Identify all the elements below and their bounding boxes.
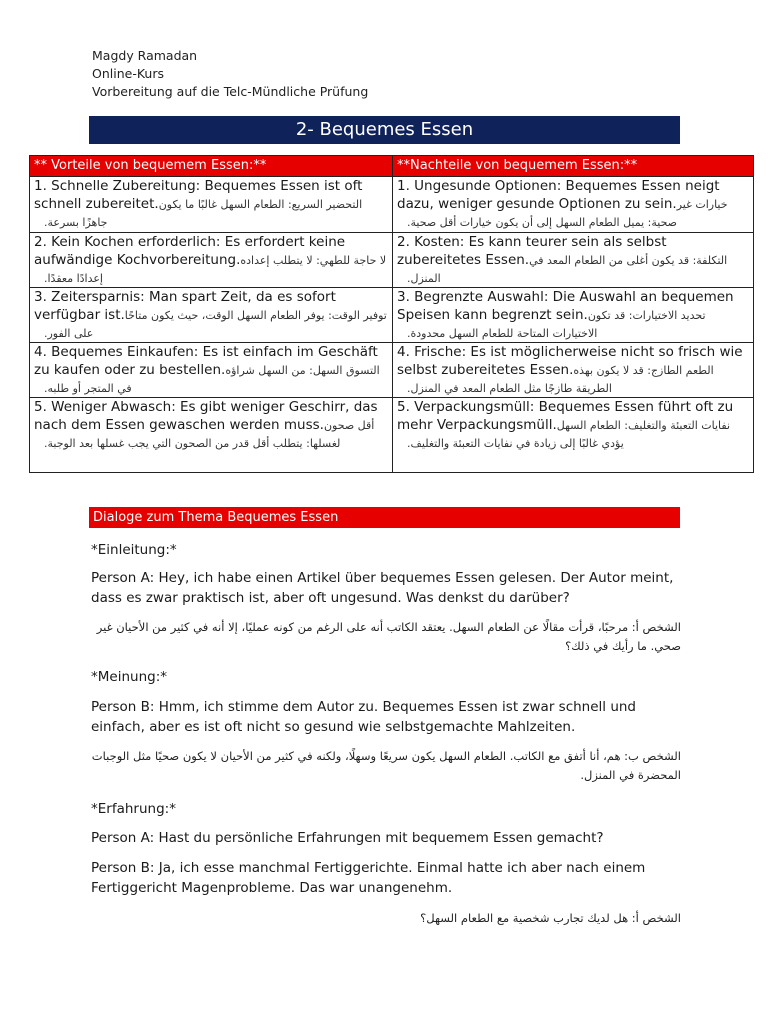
advantage-text: 2. Kein Kochen erforderlich: Es erfordert keine aufwändige Kochvorbereitung. xyxy=(34,234,346,268)
disadvantage-translation: خيارات غير صحية: يميل الطعام السهل إلى أن يكون خيارات أقل صحية. xyxy=(407,198,728,229)
dialog-heading: Dialoge zum Thema Bequemes Essen xyxy=(89,507,680,528)
disadvantage-translation: الطعم الطازج: قد لا يكون بهذه الطريقة طازجًا مثل الطعام المعد في المنزل. xyxy=(407,364,714,395)
document-header xyxy=(92,47,368,101)
table-row xyxy=(30,343,754,398)
disadvantage-text: 5. Verpackungsmüll: Bequemes Essen führt oft zu mehr Verpackungsmüll. xyxy=(397,399,734,433)
table-header-row xyxy=(30,156,754,177)
person-a-line-1-translation: الشخص أ: مرحبًا، قرأت مقالًا عن الطعام السهل. يعتقد الكاتب أنه على الرغم من كونه عمليًا، إلا أنه في كثير من الأحيان غير صحي. ما رأيك في ذلك؟ xyxy=(96,620,681,653)
person-a-line-1: Person A: Hey, ich habe einen Artikel über bequemes Essen gelesen. Der Autor meint, dass es zwar praktisch ist, aber oft ungesund. Was denkst du darüber? xyxy=(91,570,674,606)
table-row xyxy=(30,288,754,343)
advantage-cell xyxy=(30,343,393,398)
disadvantage-cell xyxy=(393,343,754,398)
advantage-text: 4. Bequemes Einkaufen: Es ist einfach im Geschäft zu kaufen oder zu bestellen. xyxy=(34,344,378,378)
person-a-line-2-translation: الشخص أ: هل لديك تجارب شخصية مع الطعام السهل؟ xyxy=(420,911,681,925)
advantage-text: 1. Schnelle Zubereitung: Bequemes Essen ist oft schnell zubereitet. xyxy=(34,178,363,212)
section-einleitung: *Einleitung:* xyxy=(91,542,177,558)
author-name: Magdy Ramadan xyxy=(92,48,198,63)
advantage-translation: التحضير السريع: الطعام السهل غالبًا ما يكون جاهزًا بسرعة. xyxy=(44,198,363,229)
advantage-cell xyxy=(30,233,393,288)
person-b-line-1-translation: الشخص ب: هم، أنا أتفق مع الكاتب. الطعام السهل يكون سريعًا وسهلًا، ولكنه في كثير من الأحيان لا يكون صحيًا مثل الوجبات المحضرة في المنزل. xyxy=(91,749,681,782)
disadvantages-header: **Nachteile von bequemem Essen:** xyxy=(393,156,754,177)
advantage-cell xyxy=(30,398,393,473)
advantages-header: ** Vorteile von bequemem Essen:** xyxy=(30,156,393,177)
person-b-line-1: Person B: Hmm, ich stimme dem Autor zu. Bequemes Essen ist zwar schnell und einfach, aber es ist oft nicht so gesund wie selbstgemachte Mahlzeiten. xyxy=(91,699,637,735)
page-title: 2- Bequemes Essen xyxy=(89,116,680,144)
advantage-cell xyxy=(30,177,393,233)
disadvantage-text: 1. Ungesunde Optionen: Bequemes Essen neigt dazu, weniger gesunde Optionen zu sein. xyxy=(397,178,720,212)
disadvantage-translation: نفايات التعبئة والتغليف: الطعام السهل يؤدي غالبًا إلى زيادة في نفايات التعبئة والتغليف. xyxy=(407,419,731,450)
person-a-line-2: Person A: Hast du persönliche Erfahrungen mit bequemem Essen gemacht? xyxy=(91,830,604,846)
comparison-table xyxy=(29,155,754,473)
advantage-cell xyxy=(30,288,393,343)
disadvantage-text: 2. Kosten: Es kann teurer sein als selbst zubereitetes Essen. xyxy=(397,234,667,268)
section-meinung: *Meinung:* xyxy=(91,669,167,685)
advantage-text: 3. Zeitersparnis: Man spart Zeit, da es sofort verfügbar ist. xyxy=(34,289,336,323)
disadvantage-text: 4. Frische: Es ist möglicherweise nicht so frisch wie selbst zubereitetes Essen. xyxy=(397,344,743,378)
disadvantage-cell xyxy=(393,177,754,233)
course-name: Online-Kurs xyxy=(92,66,164,81)
disadvantage-cell xyxy=(393,233,754,288)
section-erfahrung: *Erfahrung:* xyxy=(91,801,176,817)
disadvantage-translation: التكلفة: قد يكون أغلى من الطعام المعد في المنزل. xyxy=(407,254,728,285)
table-row xyxy=(30,233,754,288)
table-row xyxy=(30,398,754,473)
advantage-translation: أقل صحون لغسلها: يتطلب أقل قدر من الصحون التي يجب غسلها بعد الوجبة. xyxy=(44,419,375,450)
disadvantage-text: 3. Begrenzte Auswahl: Die Auswahl an bequemen Speisen kann begrenzt sein. xyxy=(397,289,734,323)
person-b-line-2: Person B: Ja, ich esse manchmal Fertiggerichte. Einmal hatte ich aber nach einem Fertiggericht Magenprobleme. Das war unangenehm. xyxy=(91,860,646,896)
table-row xyxy=(30,177,754,233)
disadvantage-cell xyxy=(393,288,754,343)
document-subtitle: Vorbereitung auf die Telc-Mündliche Prüfung xyxy=(92,84,369,99)
disadvantage-translation: تحديد الاختيارات: قد تكون الاختيارات المتاحة للطعام السهل محدودة. xyxy=(407,309,706,340)
advantage-translation: التسوق السهل: من السهل شراؤه في المتجر أو طلبه. xyxy=(44,364,380,395)
advantage-translation: لا حاجة للطهي: لا يتطلب إعداده إعدادًا معقدًا. xyxy=(44,254,387,285)
disadvantage-cell xyxy=(393,398,754,473)
advantage-translation: توفير الوقت: يوفر الطعام السهل الوقت، حيث يكون متاحًا على الفور. xyxy=(44,309,387,340)
advantage-text: 5. Weniger Abwasch: Es gibt weniger Geschirr, das nach dem Essen gewaschen werden muss. xyxy=(34,399,378,433)
